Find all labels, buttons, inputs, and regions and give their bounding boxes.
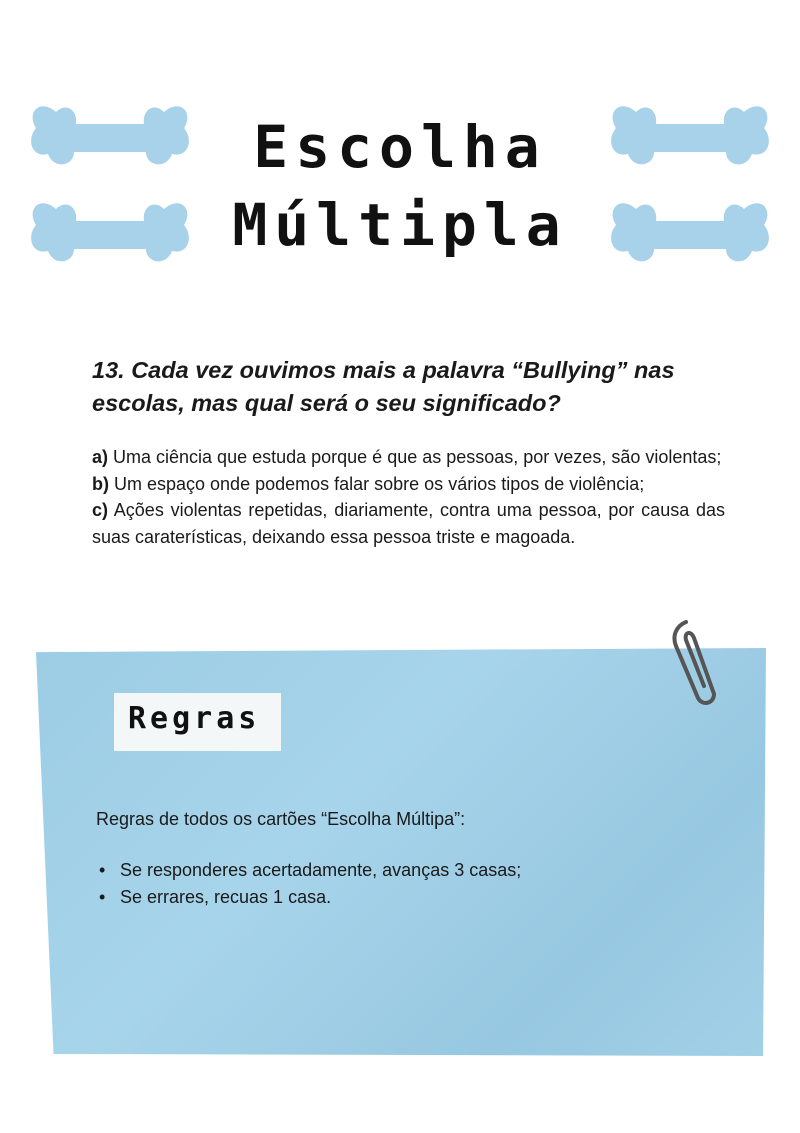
answer-c [92, 497, 725, 550]
bone-icon [606, 195, 774, 279]
list-item: • Se responderes acertadamente, avanças 3 casas; [96, 857, 696, 884]
list-item: • Se errares, recuas 1 casa. [96, 884, 696, 911]
bone-icon [26, 195, 194, 279]
paperclip-icon [664, 616, 724, 708]
rules-label [114, 693, 281, 751]
title-line-2: Múltipla [232, 191, 568, 259]
answer-text: Um espaço onde podemos falar sobre os vários tipos de violência; [109, 473, 645, 494]
rules-intro: Regras de todos os cartões “Escolha Múltipa”: [96, 809, 466, 829]
title-line-1: Escolha [253, 113, 547, 181]
answer-letter: c) [92, 500, 109, 520]
page-title [230, 108, 570, 264]
answer-letter: b) [92, 473, 109, 494]
rules-label-text: Regras [128, 701, 261, 736]
answer-b [92, 471, 725, 498]
answer-letter: a) [92, 447, 109, 467]
answer-text: Uma ciência que estuda porque é que as pessoas, por vezes, são violentas; [108, 447, 722, 467]
bone-icon [606, 98, 774, 182]
answer-list [92, 444, 725, 550]
answer-text: Ações violentas repetidas, diariamente, contra uma pessoa, por causa das suas caraterísticas, deixando essa pessoa triste e magoada. [92, 500, 725, 547]
question-text: 13. Cada vez ouvimos mais a palavra “Bullying” nas escolas, mas qual será o seu significado? [92, 357, 675, 416]
answer-a [92, 444, 725, 471]
rules-list [96, 857, 696, 911]
bone-icon [26, 98, 194, 182]
